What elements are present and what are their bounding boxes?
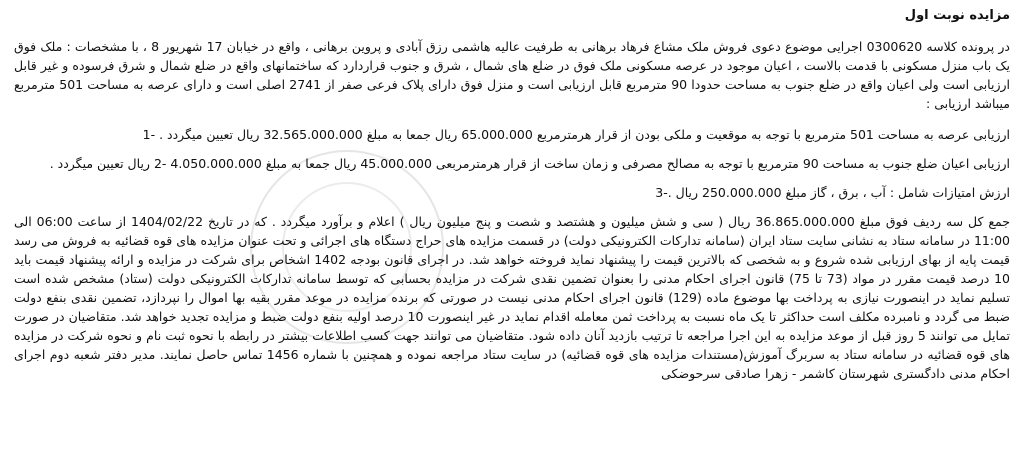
notice-body-paragraph: جمع کل سه ردیف فوق مبلغ 36.865.000.000 ریال ( سی و شش میلیون و هشتصد و شصت و پنج میلیون ریال ) اعلام و برآورد میگردد . که در تاریخ 1404/02/22 از ساعت 06:00 الی 11:00 در سامانه ستاد به نشانی سایت ستاد ایران (سامانه تدارکات الکترونیکی دولت) در قسمت مزایده های حراج دستگاه های اجرائی و تحت عنوان مزایده های قوه قضائیه به فروش می رسد قیمت پایه از بهای ارزیابی شده شروع و به شخصی که بالاترین قیمت را پیشنهاد نماید فروخته خواهد شد. در اجرای قانون بودجه 1402 اشخاص برای شرکت در مزایده و ارائه پیشنهاد قیمت باید 10 درصد قیمت مقرر در مواد (73 تا 75) قانون اجرای احکام مدنی را بعنوان تضمین نقدی شرکت در مزایده بحسابی که توسط سامانه تدارکات الکترونیکی دولت (ستاد) مشخص شده است تسلیم نماید در اینصورت نیازی به پرداخت بها موضوع ماده (129) قانون اجرای احکام مدنی نیست در صورتی که برنده مزایده در موعد مقرر بقیه بها اموال را نپردازد، تضمین نقدی بنفع دولت ضبط می گردد و نامبرده مکلف است حداکثر تا یک ماه نسبت به پرداخت ثمن معامله اقدام نماید در غیر اینصورت 10 درصد اولیه بنفع دولت ضبط و مزایده تجدید خواهد شد. متقاضیان در صورت تمایل می توانند 5 روز قبل از موعد مزایده به این اجرا مراجعه تا ترتیب بازدید آنان داده شود. متقاضیان می توانند جهت کسب اطلاعات بیشتر در رابطه با نحوه ثبت نام و نحوه شرکت در مزایده های قوه قضائیه در سامانه ستاد به سربرگ آموزش(مستندات مزایده های قوه قضائیه) در سایت ستاد مراجعه نموده و همچنین با شماره 1456 تماس حاصل نمایند. مدیر دفتر شعبه دوم اجرای احکام مدنی دادگستری شهرستان کاشمر - زهرا صادقی سرحوضکی <box>14 214 1011 381</box>
notice-intro-paragraph: در پرونده کلاسه 0300620 اجرایی موضوع دعوی فروش ملک مشاع فرهاد برهانی به طرفیت عالیه هاشمی رزق آبادی و پروین برهانی ، واقع در خیابان 17 شهریور 8 ، با مشخصات : ملک فوق یک باب منزل مسکونی با قدمت بالاست ، اعیان موجود در عرصه مسکونی ملک فوق در ضلع های شمال ، شرق و جنوب قراردارد که ساختمانهای واقع در ضلع شمال و شرق فرسوده و غیر قابل ارزیابی است ولی اعیان واقع در ضلع جنوب به مساحت حدودا 90 مترمربع قابل ارزیابی است و منزل فوق دارای پلاک فرعی صفر از 2741 اصلی است و دارای عرصه به مساحت 501 مترمربع میباشد ارزیابی : <box>14 39 1011 111</box>
valuation-item-1: ارزیابی عرصه به مساحت 501 مترمربع با توجه به موقعیت و ملکی بودن از قرار هرمترمربع 65.000.000 ریال جمعا به مبلغ 32.565.000.000 ریال تعیین میگردد . -1 <box>142 127 1010 142</box>
valuation-item-2: ارزیابی اعیان ضلع جنوب به مساحت 90 مترمربع با توجه به مصالح مصرفی و زمان ساخت از قرار هرمترمربعی 45.000.000 ریال جمعا به مبلغ 4.050.000.000 -2 ریال تعیین میگردد . <box>49 156 1010 171</box>
valuation-item-3: ارزش امتیازات شامل : آب ، برق ، گاز مبلغ 250.000.000 ریال .-3 <box>655 185 1010 200</box>
notice-title: مزایده نوبت اول <box>904 8 1010 23</box>
